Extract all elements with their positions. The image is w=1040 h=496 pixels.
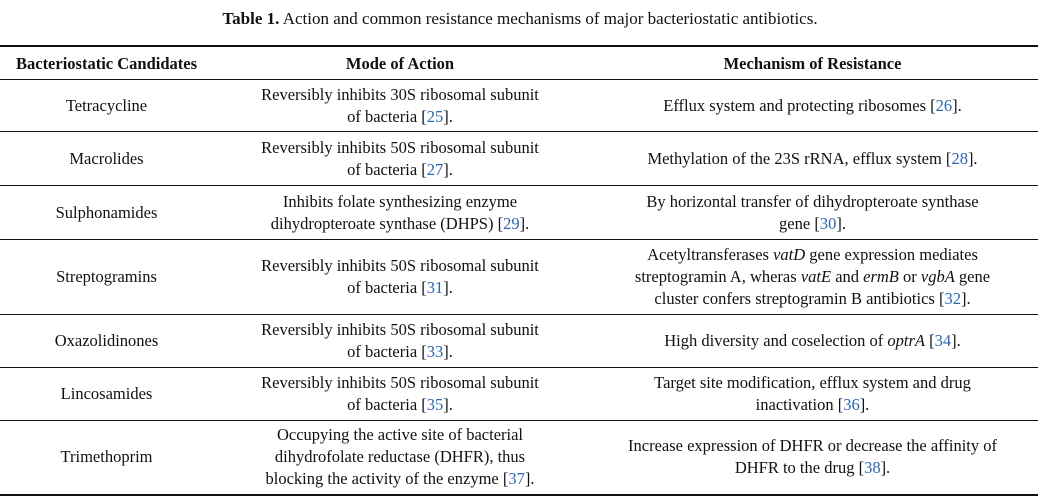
- action-cell: Reversibly inhibits 50S ribosomal subunit of bacteria [27].: [213, 132, 587, 186]
- resistance-cell: Target site modification, efflux system and drug inactivation [36].: [587, 368, 1038, 421]
- citation-link[interactable]: 37: [508, 469, 525, 489]
- candidate-name: Macrolides: [0, 132, 213, 186]
- citation-link[interactable]: 25: [426, 106, 444, 126]
- action-cell: Occupying the active site of bacterial dihydrofolate reductase (DHFR), thus blocking the activity of the enzyme [37].: [213, 421, 587, 495]
- gene-name: vatD: [773, 245, 806, 264]
- table-row: [0, 240, 1038, 315]
- citation-link[interactable]: 32: [944, 289, 961, 308]
- resistance-cell: Methylation of the 23S rRNA, efflux system [28].: [587, 132, 1038, 186]
- table-caption: [0, 8, 1040, 30]
- header-action: Mode of Action: [213, 46, 587, 80]
- action-cell: Reversibly inhibits 50S ribosomal subunit of bacteria [35].: [213, 368, 587, 421]
- resistance-cell: Efflux system and protecting ribosomes [26].: [587, 80, 1038, 132]
- action-cell: Reversibly inhibits 50S ribosomal subunit of bacteria [31].: [213, 240, 587, 315]
- gene-name: vgbA: [920, 267, 955, 286]
- caption-text: Action and common resistance mechanisms of major bacteriostatic antibiotics.: [279, 9, 818, 28]
- header-resistance: Mechanism of Resistance: [587, 46, 1038, 80]
- citation-link[interactable]: 38: [864, 458, 881, 478]
- citation-link[interactable]: 31: [426, 278, 444, 297]
- citation-link[interactable]: 29: [503, 213, 520, 233]
- action-cell: Inhibits folate synthesizing enzyme dihydropteroate synthase (DHPS) [29].: [213, 186, 587, 240]
- table-row: [0, 80, 1038, 132]
- table-row: [0, 132, 1038, 186]
- action-cell: Reversibly inhibits 50S ribosomal subunit of bacteria [33].: [213, 315, 587, 368]
- resistance-cell: By horizontal transfer of dihydropteroate synthase gene [30].: [587, 186, 1038, 240]
- resistance-table: [0, 45, 1038, 496]
- candidate-name: Tetracycline: [0, 80, 213, 132]
- caption-label: Table 1.: [222, 9, 280, 28]
- candidate-name: Trimethoprim: [0, 421, 213, 495]
- citation-link[interactable]: 33: [426, 342, 444, 361]
- table-row: [0, 421, 1038, 495]
- gene-name: vatE: [800, 267, 832, 286]
- table-row: [0, 368, 1038, 421]
- resistance-cell: High diversity and coselection of optrA [34].: [587, 315, 1038, 368]
- gene-name: ermB: [863, 267, 899, 286]
- header-row: [0, 46, 1038, 80]
- table-row: [0, 186, 1038, 240]
- citation-link[interactable]: 30: [819, 213, 837, 233]
- header-candidates: Bacteriostatic Candidates: [0, 46, 213, 80]
- citation-link[interactable]: 27: [426, 159, 444, 179]
- resistance-cell: Acetyltransferases vatD gene expression mediates streptogramin A, wheras vatE and ermB or vgbA gene cluster confers streptogramin B antibiotics [32].: [587, 240, 1038, 315]
- candidate-name: Streptogramins: [0, 240, 213, 315]
- candidate-name: Sulphonamides: [0, 186, 213, 240]
- citation-link[interactable]: 34: [934, 331, 952, 350]
- table-row: [0, 315, 1038, 368]
- citation-link[interactable]: 28: [951, 148, 968, 168]
- candidate-name: Lincosamides: [0, 368, 213, 421]
- citation-link[interactable]: 36: [843, 395, 860, 414]
- citation-link[interactable]: 26: [935, 95, 953, 115]
- resistance-cell: Increase expression of DHFR or decrease the affinity of DHFR to the drug [38].: [587, 421, 1038, 495]
- action-cell: Reversibly inhibits 30S ribosomal subunit of bacteria [25].: [213, 80, 587, 132]
- citation-link[interactable]: 35: [426, 395, 444, 414]
- candidate-name: Oxazolidinones: [0, 315, 213, 368]
- gene-name: optrA: [887, 331, 925, 350]
